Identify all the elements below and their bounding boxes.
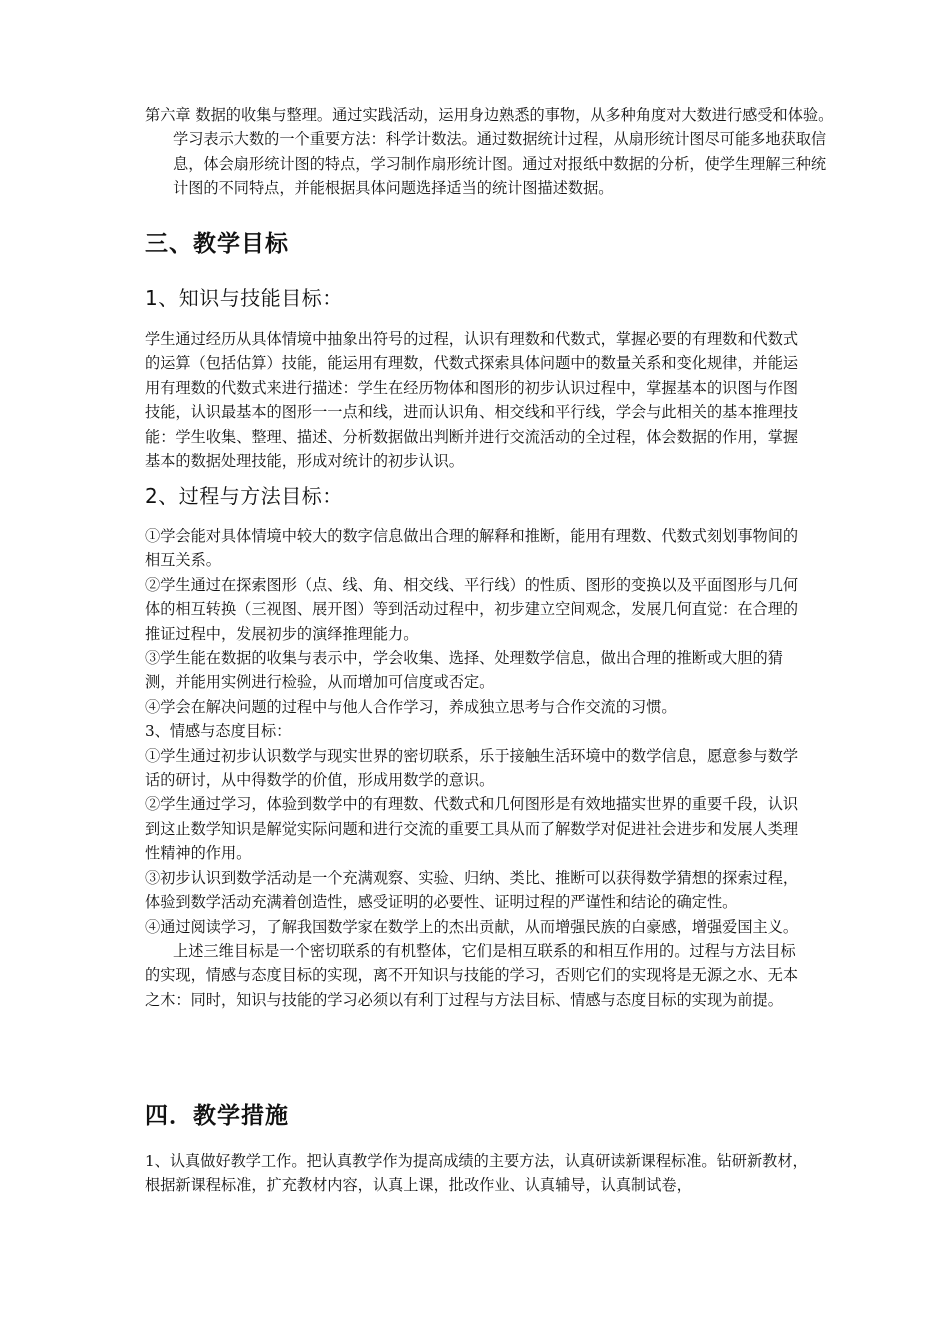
summary-paragraph: 上述三维目标是一个密切联系的有机整体，它们是相互联系的和相互作用的。过程与方法目标的实现，情感与态度目标的实现，离不开知识与技能的学习，否则它们的实现将是无源之水、无本之木：同时，知识与技能的学习必须以有利丁过程与方法目标、情感与态度目标的实现为前提。 [145,941,799,1009]
emotion-goal-item: ④通过阅读学习，了解我国数学家在数学上的杰出贡献，从而增强民族的白豪感，增强爱国主义。 [145,917,799,936]
teaching-measure-item-1: 1、认真做好教学工作。把认真教学作为提高成绩的主要方法，认真研读新课程标准。钻研新教材，根据新课程标准，扩充教材内容，认真上课，批改作业、认真辅导，认真制试卷， [145,1152,808,1195]
process-goal-item: ②学生通过在探索图形（点、线、角、相交线、平行线）的性质、图形的变换以及平面图形与几何体的相互转换（三视图、展开图）等到活动过程中，初步建立空间观念，发展几何直觉：在合理的推证过程中，发展初步的演绎推理能力。 [145,575,799,643]
section4-heading: 四．教学措施 [145,1103,289,1129]
chapter6-paragraph: 第六章 数据的收集与整理。通过实践活动，运用身边熟悉的事物，从多种角度对大数进行感受和体验。学习表示大数的一个重要方法：科学计数法。通过数据统计过程，从扇形统计图尽可能多地获取信息，体会扇形统计图的特点，学习制作扇形统计图。通过对报纸中数据的分析，使学生理解三种统计图的不同特点，并能根据具体问题选择适当的统计图描述数据。 [145,106,834,198]
emotion-goals-heading: 3、情感与态度目标： [145,722,292,741]
knowledge-goals-paragraph: 学生通过经历从具体情境中抽象出符号的过程，认识有理数和代数式，掌握必要的有理数和代数式的运算（包括估算）技能，能运用有理数，代数式探索具体问题中的数量关系和变化规律，并能运用有理数的代数式来进行描述：学生在经历物体和图形的初步认识过程中，掌握基本的识图与作图技能，认识最基本的图形一一点和线，进而认识角、相交线和平行线，学会与此相关的基本推理技能：学生收集、整理、描述、分析数据做出判断并进行交流活动的全过程，体会数据的作用，掌握基本的数据处理技能，形成对统计的初步认识。 [145,330,799,471]
section3-heading: 三、教学目标 [145,231,289,257]
emotion-goal-item: ②学生通过学习，体验到数学中的有理数、代数式和几何图形是有效地描实世界的重要千段，认识到这止数学知识是解觉实际问题和进行交流的重要工具从而了解数学对促进社会进步和发展人类理性精神的作用。 [145,795,799,863]
emotion-goal-item: ③初步认识到数学活动是一个充满观察、实验、归纳、类比、推断可以获得数学猜想的探索过程，体验到数学活动充满着创造性，感受证明的必要性、证明过程的严谨性和结论的确定性。 [145,868,799,912]
emotion-goal-item: ①学生通过初步认识数学与现实世界的密切联系，乐于接触生活环境中的数学信息，愿意参与数学话的研讨，从中得数学的价值，形成用数学的意识。 [145,746,799,790]
process-goals-list [145,524,810,1012]
process-goal-item: ④学会在解决问题的过程中与他人合作学习，养成独立思考与合作交流的习惯。 [145,697,677,716]
process-goals-heading: 2、过程与方法目标： [145,484,343,508]
process-goal-item: ③学生能在数据的收集与表示中，学会收集、选择、处理数学信息，做出合理的推断或大胆的猜测，并能用实例进行检验，从而增加可信度或否定。 [145,649,783,692]
knowledge-goals-heading: 1、知识与技能目标： [145,286,343,310]
process-goal-item: ①学会能对具体情境中较大的数字信息做出合理的解释和推断，能用有理数、代数式刻划事物间的相互关系。 [145,527,799,570]
